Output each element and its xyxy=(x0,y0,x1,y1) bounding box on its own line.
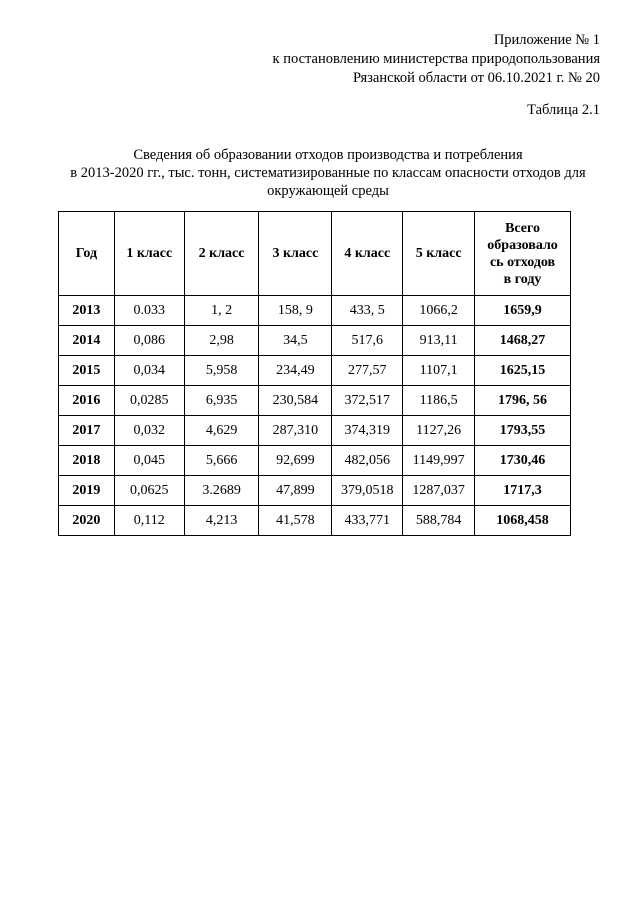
table-row xyxy=(59,356,571,386)
class-3-cell: 287,310 xyxy=(259,416,332,446)
class-3-cell: 41,578 xyxy=(259,506,332,536)
column-header-class-5: 5 класс xyxy=(403,212,475,296)
column-header-class-2: 2 класс xyxy=(184,212,259,296)
year-cell: 2019 xyxy=(59,476,115,506)
document-header xyxy=(273,31,600,88)
table-caption xyxy=(40,146,616,200)
caption-line: в 2013-2020 гг., тыс. тонн, систематизированные по классам опасности отходов для xyxy=(70,165,586,181)
class-3-cell: 47,899 xyxy=(259,476,332,506)
total-cell: 1796, 56 xyxy=(475,386,571,416)
class-5-cell: 588,784 xyxy=(403,506,475,536)
class-2-cell: 5,958 xyxy=(184,356,259,386)
column-header-class-3: 3 класс xyxy=(259,212,332,296)
class-2-cell: 4,629 xyxy=(184,416,259,446)
class-5-cell: 1107,1 xyxy=(403,356,475,386)
class-1-cell: 0,032 xyxy=(114,416,184,446)
caption-line: окружающей среды xyxy=(267,183,389,199)
class-1-cell: 0,034 xyxy=(114,356,184,386)
class-2-cell: 5,666 xyxy=(184,446,259,476)
total-cell: 1625,15 xyxy=(475,356,571,386)
year-cell: 2016 xyxy=(59,386,115,416)
class-1-cell: 0,0625 xyxy=(114,476,184,506)
class-4-cell: 379,0518 xyxy=(332,476,403,506)
year-cell: 2013 xyxy=(59,296,115,326)
class-4-cell: 433,771 xyxy=(332,506,403,536)
class-1-cell: 0.033 xyxy=(114,296,184,326)
class-2-cell: 2,98 xyxy=(184,326,259,356)
table-row xyxy=(59,326,571,356)
class-5-cell: 1287,037 xyxy=(403,476,475,506)
total-cell: 1659,9 xyxy=(475,296,571,326)
class-1-cell: 0,112 xyxy=(114,506,184,536)
class-4-cell: 374,319 xyxy=(332,416,403,446)
total-cell: 1730,46 xyxy=(475,446,571,476)
class-3-cell: 92,699 xyxy=(259,446,332,476)
class-5-cell: 1186,5 xyxy=(403,386,475,416)
table-number: Таблица 2.1 xyxy=(527,102,600,118)
column-header-total: Всего образовало сь отходов в году xyxy=(475,212,571,296)
total-cell: 1068,458 xyxy=(475,506,571,536)
total-cell: 1717,3 xyxy=(475,476,571,506)
class-5-cell: 1127,26 xyxy=(403,416,475,446)
year-cell: 2014 xyxy=(59,326,115,356)
appendix-label: Приложение № 1 xyxy=(493,32,600,48)
class-2-cell: 6,935 xyxy=(184,386,259,416)
table-row xyxy=(59,386,571,416)
total-cell: 1793,55 xyxy=(475,416,571,446)
resolution-date: Рязанской области от 06.10.2021 г. № 20 xyxy=(353,70,600,86)
column-header-class-4: 4 класс xyxy=(332,212,403,296)
waste-table xyxy=(58,211,571,536)
caption-line: Сведения об образовании отходов производства и потребления xyxy=(133,147,523,163)
class-4-cell: 372,517 xyxy=(332,386,403,416)
year-cell: 2017 xyxy=(59,416,115,446)
class-4-cell: 517,6 xyxy=(332,326,403,356)
class-4-cell: 433, 5 xyxy=(332,296,403,326)
table-body xyxy=(59,296,571,536)
class-1-cell: 0,0285 xyxy=(114,386,184,416)
year-cell: 2018 xyxy=(59,446,115,476)
class-2-cell: 3.2689 xyxy=(184,476,259,506)
class-3-cell: 230,584 xyxy=(259,386,332,416)
table-row xyxy=(59,296,571,326)
column-header-year: Год xyxy=(59,212,115,296)
class-3-cell: 234,49 xyxy=(259,356,332,386)
class-1-cell: 0,045 xyxy=(114,446,184,476)
class-5-cell: 1066,2 xyxy=(403,296,475,326)
class-4-cell: 277,57 xyxy=(332,356,403,386)
table-row xyxy=(59,416,571,446)
table-header-row xyxy=(59,212,571,296)
class-3-cell: 158, 9 xyxy=(259,296,332,326)
class-1-cell: 0,086 xyxy=(114,326,184,356)
total-cell: 1468,27 xyxy=(475,326,571,356)
table-row xyxy=(59,446,571,476)
class-5-cell: 1149,997 xyxy=(403,446,475,476)
class-5-cell: 913,11 xyxy=(403,326,475,356)
class-3-cell: 34,5 xyxy=(259,326,332,356)
year-cell: 2015 xyxy=(59,356,115,386)
class-4-cell: 482,056 xyxy=(332,446,403,476)
class-2-cell: 4,213 xyxy=(184,506,259,536)
table-row xyxy=(59,476,571,506)
resolution-reference: к постановлению министерства природопользования xyxy=(272,51,600,67)
year-cell: 2020 xyxy=(59,506,115,536)
column-header-class-1: 1 класс xyxy=(114,212,184,296)
table-row xyxy=(59,506,571,536)
class-2-cell: 1, 2 xyxy=(184,296,259,326)
